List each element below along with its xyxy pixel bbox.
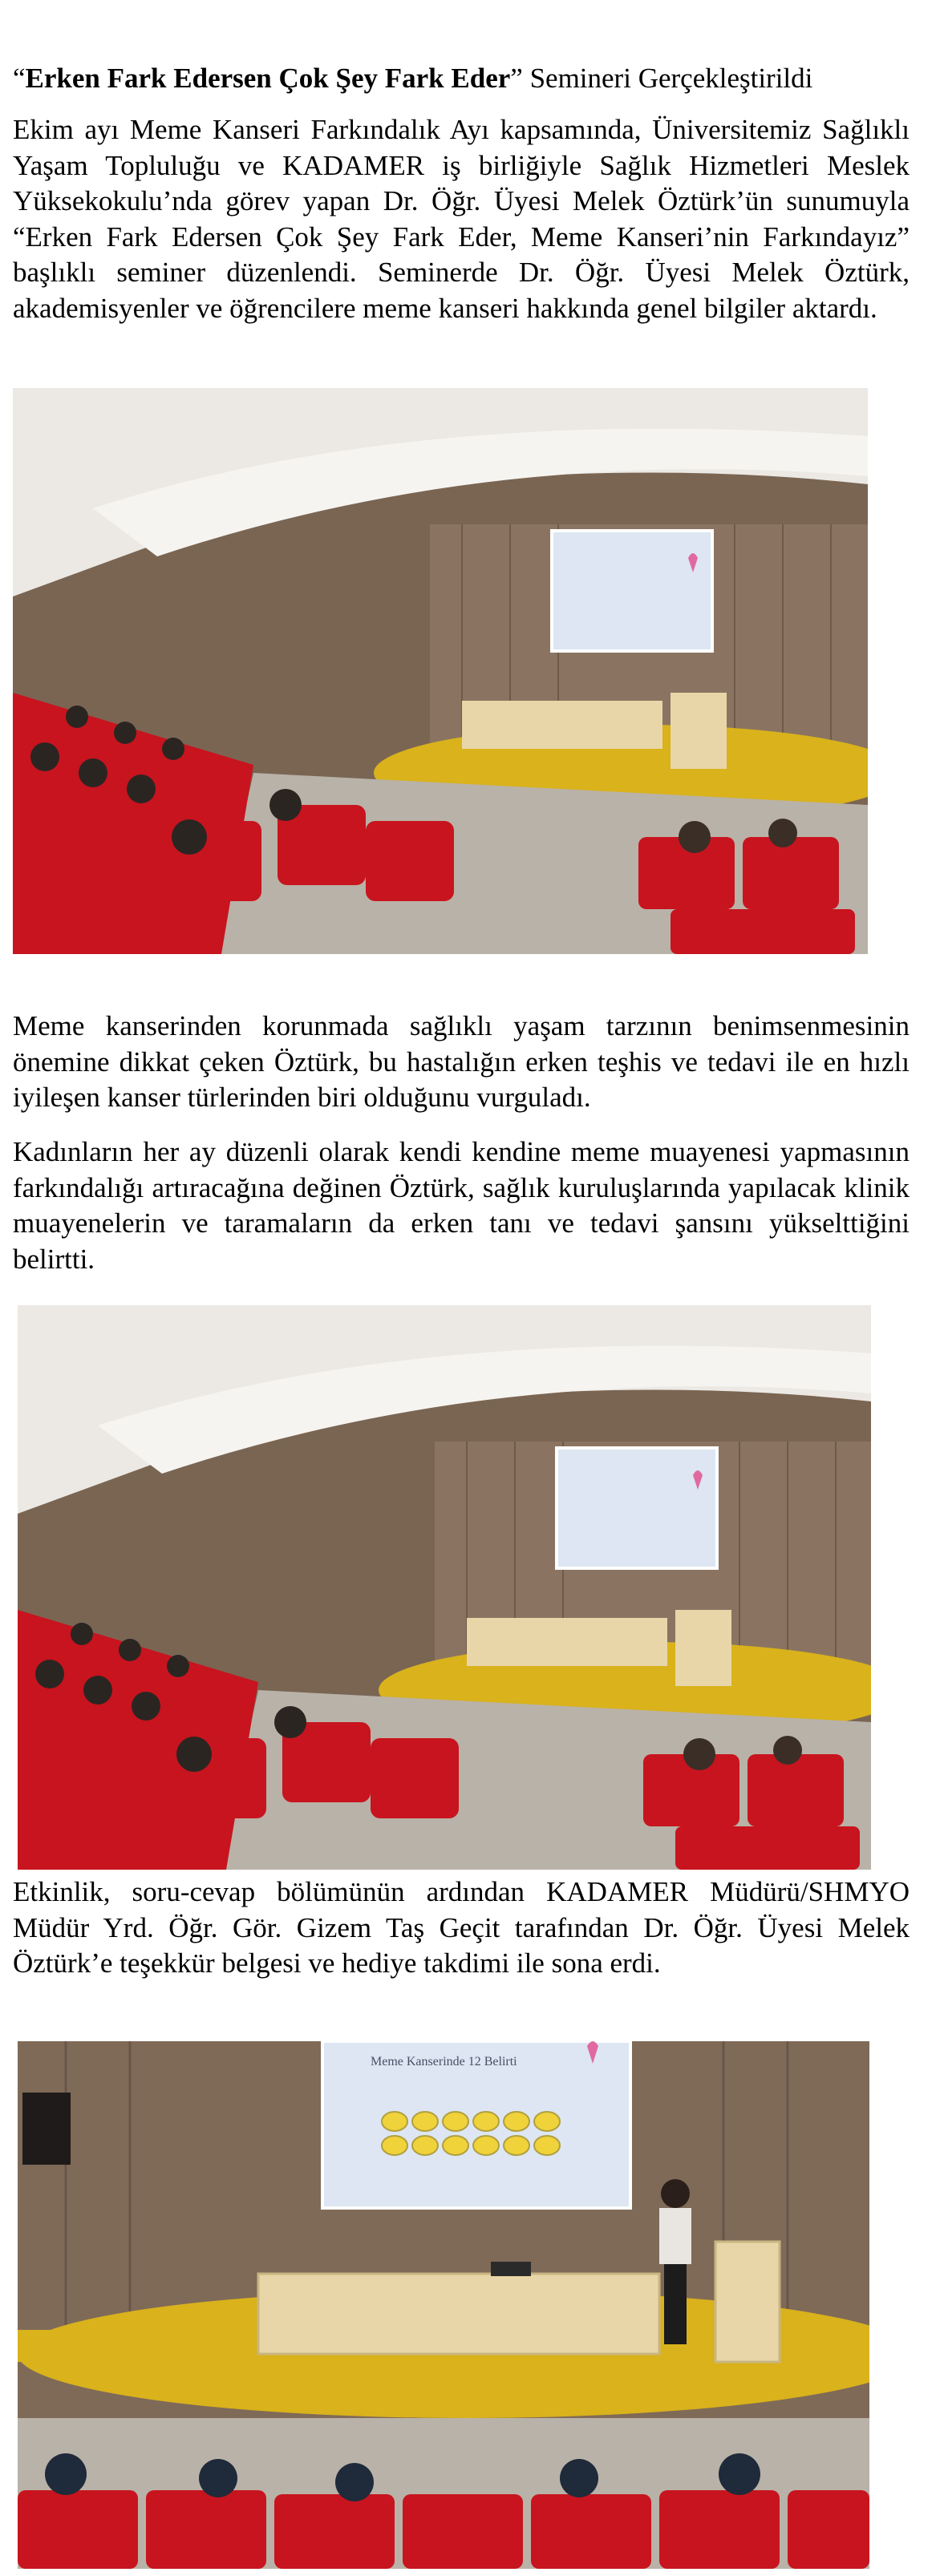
- paragraph-self-examination: Kadınların her ay düzenli olarak kendi kendine meme muayenesi yapmasının farkındalığı artıracağına değinen Öztürk, sağlık kuruluşlarında yapılacak klinik muayenelerin ve taramaların da erken tanı ve tedavi şansını yükselttiğini belirtti.: [13, 1136, 910, 1275]
- paragraph-closing: Etkinlik, soru-cevap bölümünün ardından KADAMER Müdürü/SHMYO Müdür Yrd. Öğr. Gör. Gizem Taş Geçit tarafından Dr. Öğr. Üyesi Melek Öztürk’e teşekkür belgesi ve hediye takdimi ile sona erdi.: [13, 1876, 910, 1979]
- auditorium-photo-2: [18, 1305, 871, 1870]
- title-quote-close: ”: [510, 63, 523, 94]
- paragraph-healthy-lifestyle: Meme kanserinden korunmada sağlıklı yaşam tarzının benimsenmesinin önemine dikkat çeken Öztürk, bu hastalığın erken teşhis ve tedavi ile en hızlı iyileşen kanser türlerinden biri olduğunu vurguladı.: [13, 1010, 910, 1113]
- slide-heading: Meme Kanserinde 12 Belirti: [371, 2055, 517, 2068]
- title-rest: Semineri Gerçekleştirildi: [522, 63, 813, 94]
- auditorium-photo-1: [13, 388, 868, 954]
- title-quote-open: “: [13, 63, 26, 94]
- title-seminar-name: Erken Fark Edersen Çok Şey Fark Eder: [25, 63, 511, 94]
- speaker-photo: [18, 2041, 869, 2569]
- article-title: [13, 61, 911, 96]
- paragraph-intro: Ekim ayı Meme Kanseri Farkındalık Ayı kapsamında, Üniversitemiz Sağlıklı Yaşam Topluluğu ve KADAMER iş birliğiyle Sağlık Hizmetleri Meslek Yüksekokulu’nda görev yapan Dr. Öğr. Üyesi Melek Öztürk’ün sunumuyla “Erken Fark Edersen Çok Şey Fark Eder, Meme Kanseri’nin Farkındayız” başlıklı seminer düzenlendi. Seminerde Dr. Öğr. Üyesi Melek Öztürk, akademisyenler ve öğrencilere meme kanseri hakkında genel bilgiler aktardı.: [13, 114, 910, 324]
